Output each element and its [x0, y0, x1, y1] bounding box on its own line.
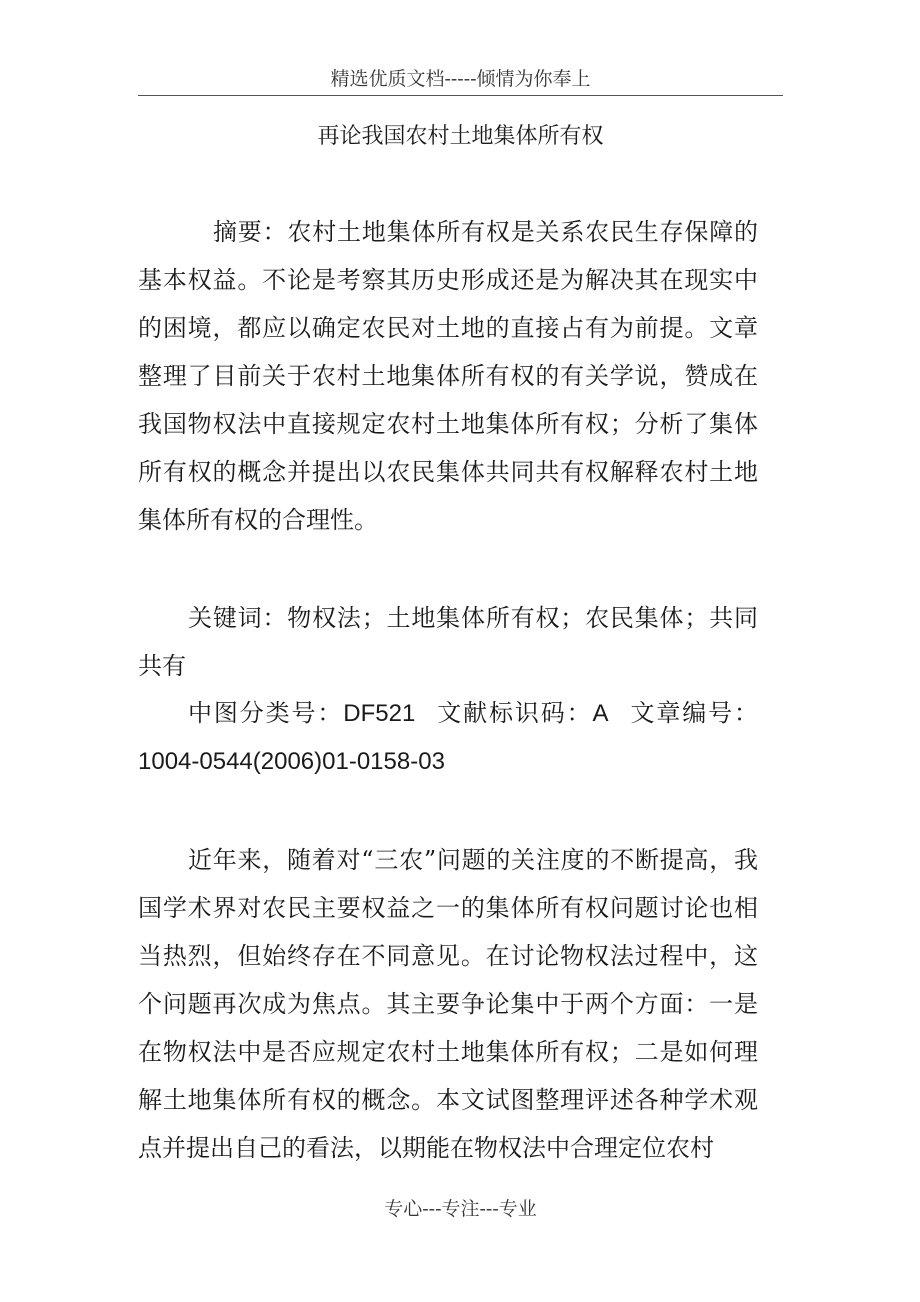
page-footer: 专心---专注---专业	[384, 1198, 537, 1220]
page-header: 精选优质文档-----倾情为你奉上	[330, 68, 591, 90]
document-code: 文献标识码：A	[435, 700, 609, 727]
body-paragraph: 近年来，随着对“三农”问题的关注度的不断提高，我国学术界对农民主要权益之一的集体所有权问题讨论也相当热烈，但始终存在不同意见。在讨论物权法过程中，这个问题再次成为焦点。其主要争论集中于两个方面：一是在物权法中是否应规定农村土地集体所有权；二是如何理解土地集体所有权的概念。本文试图整理评述各种学术观点并提出自己的看法，以期能在物权法中合理定位农村	[138, 846, 758, 1162]
classification-paragraph	[138, 690, 758, 786]
abstract-paragraph: 摘要：农村土地集体所有权是关系农民生存保障的基本权益。不论是考察其历史形成还是为解决其在现实中的困境，都应以确定农民对土地的直接占有为前提。文章整理了目前关于农村土地集体所有权的有关学说，赞成在我国物权法中直接规定农村土地集体所有权；分析了集体所有权的概念并提出以农民集体共同共有权解释农村土地集体所有权的合理性。	[138, 218, 758, 534]
header-divider	[138, 95, 783, 96]
article-number: 文章编号：1004-0544(2006)01-0158-03	[138, 700, 759, 775]
keywords-paragraph: 关键词：物权法；土地集体所有权；农民集体；共同共有	[138, 604, 758, 680]
clc-number: 中图分类号：DF521	[188, 700, 416, 727]
document-title: 再论我国农村土地集体所有权	[317, 124, 604, 149]
